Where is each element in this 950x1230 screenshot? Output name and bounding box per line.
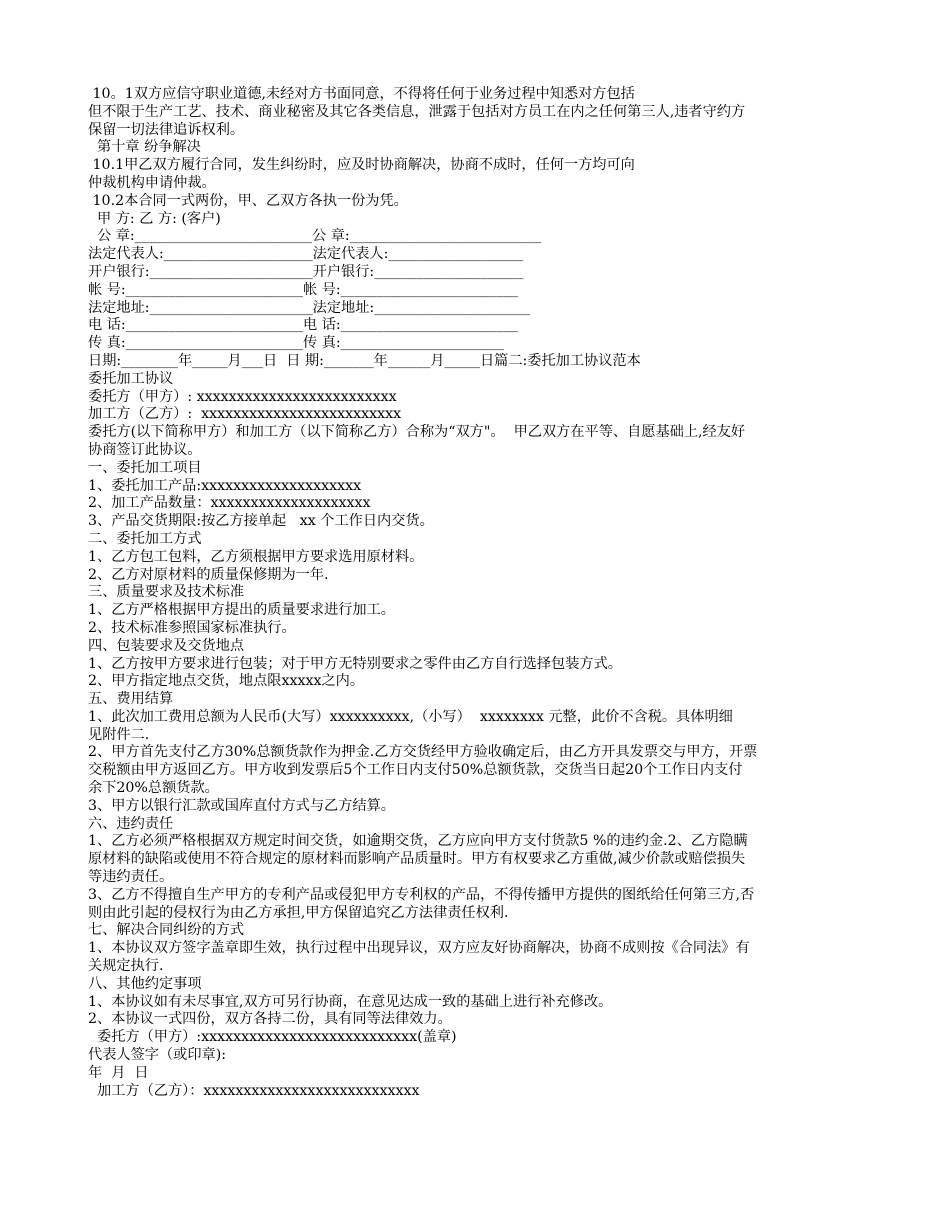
text-line: 五、费用结算 (88, 691, 174, 708)
text-line: 关规定执行. (88, 958, 164, 975)
text-line: 2、甲方指定地点交货，地点限xxxxx之内。 (88, 673, 365, 690)
text-line: 第十章 纷争解决 (88, 139, 201, 156)
text-line: 2、本协议一式四份，双方各持二份，具有同等法律效力。 (88, 1011, 452, 1028)
text-line: 2、甲方首先支付乙方30%总额货款作为押金.乙方交货经甲方验收确定后，由乙方开具发票交与甲方，开票 (88, 744, 758, 761)
text-line: 3、产品交货期限:按乙方接单起 xx 个工作日内交货。 (88, 513, 434, 530)
text-line: 加工方（乙方）：xxxxxxxxxxxxxxxxxxxxxxxxxxx (88, 1082, 420, 1099)
text-line: 委托方（甲方）:xxxxxxxxxxxxxxxxxxxxxxxxxxx(盖章) (88, 1029, 457, 1046)
text-line: 仲裁机构申请仲裁。 (88, 174, 216, 191)
text-line: 二、委托加工方式 (88, 530, 202, 547)
text-line: 1、委托加工产品:xxxxxxxxxxxxxxxxxxxx (88, 477, 362, 494)
text-line: 委托方（甲方）: xxxxxxxxxxxxxxxxxxxxxxxxx (88, 388, 397, 405)
text-line: 交税额由甲方返回乙方。甲方收到发票后5个工作日内支付50%总额货款，交货当日起20个工作日内支付 (88, 762, 743, 779)
text-line: 1、乙方严格根据甲方提出的质量要求进行加工。 (88, 602, 395, 619)
text-line: 3、甲方以银行汇款或国库直付方式与乙方结算。 (88, 797, 395, 814)
document-body (88, 86, 858, 1100)
text-line: 四、包装要求及交货地点 (88, 637, 245, 654)
text-line: 甲 方: 乙 方: (客户) (88, 210, 221, 227)
text-line: 协商签订此协议。 (88, 441, 202, 458)
text-line: 等违约责任。 (88, 869, 174, 886)
text-line: 日期:________年_____月___日 日 期:_______年______月_____日篇二:委托加工协议范本 (88, 352, 641, 369)
text-line: 传 真:_________________________传 真:_______________________ (88, 335, 504, 352)
text-line: 法定地址:_______________________法定地址:______________________ (88, 299, 531, 316)
text-line: 委托加工协议 (88, 370, 174, 387)
text-line: 六、违约责任 (88, 815, 174, 832)
text-line: 1、乙方必须严格根据双方规定时间交货，如逾期交货，乙方应向甲方支付货款5 %的违约金.2、乙方隐瞒 (88, 833, 748, 850)
text-line: 1、本协议双方签字盖章即生效，执行过程中出现异议，双方应友好协商解决，协商不成则按《合同法》有 (88, 940, 750, 957)
text-line: 但不限于生产工艺、技术、商业秘密及其它各类信息，泄露于包括对方员工在内之任何第三人,违者守约方 (88, 103, 746, 120)
text-line: 一、委托加工项目 (88, 459, 202, 476)
text-line: 法定代表人:_____________________法定代表人:___________________ (88, 246, 524, 263)
text-line: 代表人签字（或印章): (88, 1047, 227, 1064)
text-line: 加工方（乙方）: xxxxxxxxxxxxxxxxxxxxxxxxx (88, 406, 402, 423)
text-line: 2、加工产品数量：xxxxxxxxxxxxxxxxxxxx (88, 495, 371, 512)
text-line: 10。1双方应信守职业道德,未经对方书面同意，不得将任何于业务过程中知悉对方包括 (88, 86, 635, 102)
text-line: 电 话:_________________________电 话:_________________________ (88, 317, 519, 334)
text-line: 10.2本合同一式两份，甲、乙双方各执一份为凭。 (88, 192, 408, 209)
text-line: 公 章:_________________________公 章:___________________________ (88, 228, 542, 245)
text-line: 1、此次加工费用总额为人民币(大写）xxxxxxxxxx,（小写） xxxxxxxx 元整，此价不含税。具体明细 (88, 708, 733, 725)
text-line: 10.1甲乙双方履行合同，发生纠纷时，应及时协商解决，协商不成时，任何一方均可向 (88, 157, 635, 174)
text-line: 三、质量要求及技术标准 (88, 584, 245, 601)
text-line: 3、乙方不得擅自生产甲方的专利产品或侵犯甲方专利权的产品，不得传播甲方提供的图纸给任何第三方,否 (88, 886, 755, 903)
text-line: 1、乙方按甲方要求进行包装；对于甲方无特别要求之零件由乙方自行选择包装方式。 (88, 655, 622, 672)
text-line: 开户银行:_______________________开户银行:_____________________ (88, 263, 524, 280)
text-line: 保留一切法律追诉权利。 (88, 121, 245, 138)
text-line: 1、本协议如有未尽事宜,双方可另行协商，在意见达成一致的基础上进行补充修改。 (88, 993, 613, 1010)
text-line: 原材料的缺陷或使用不符合规定的原材料而影响产品质量时。甲方有权要求乙方重做,减少价款或赔偿损失 (88, 851, 746, 868)
text-line: 八、其他约定事项 (88, 975, 202, 992)
text-line: 则由此引起的侵权行为由乙方承担,甲方保留追究乙方法律责任权利. (88, 904, 509, 921)
text-line: 2、乙方对原材料的质量保修期为一年. (88, 566, 329, 583)
text-line: 年 月 日 (88, 1064, 149, 1081)
text-line: 2、技术标准参照国家标准执行。 (88, 619, 296, 636)
text-line: 帐 号:_________________________帐 号:_________________________ (88, 281, 519, 298)
text-line: 委托方(以下简称甲方）和加工方（以下简称乙方）合称为“双方"。 甲乙双方在平等、自愿基础上,经友好 (88, 424, 746, 441)
text-line: 余下20%总额货款。 (88, 780, 219, 797)
text-line: 见附件二. (88, 726, 150, 743)
text-line: 七、解决合同纠纷的方式 (88, 922, 245, 939)
text-line: 1、乙方包工包料，乙方须根据甲方要求选用原材料。 (88, 548, 424, 565)
